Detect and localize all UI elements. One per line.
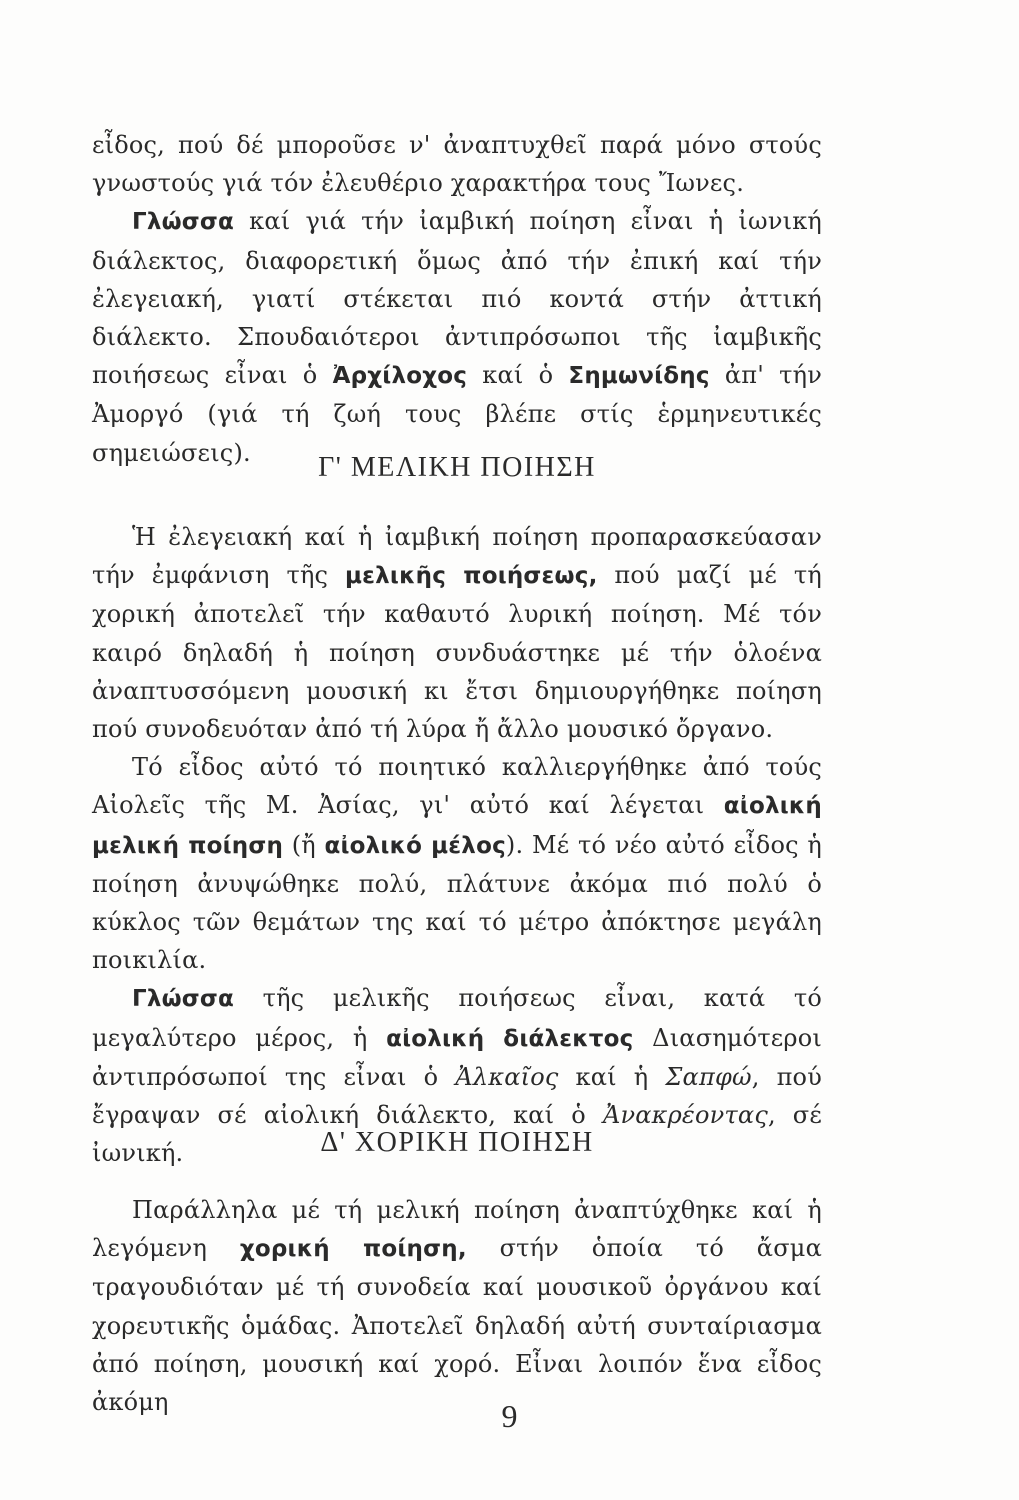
term-melikis-poiiseos: μελικῆς ποιήσεως, — [345, 563, 598, 590]
paragraph: Τό εἶδος αὐτό τό ποιητικό καλλιεργήθηκε ἀπό τούς Αἰολεῖς τῆς Μ. Ἀσίας, γι' αὐτό καί λέγεται αἰολική μελική ποίηση (ἤ αἰολικό μέλος). Μέ τό νέο αὐτό εἶδος ἡ ποίηση ἀνυψώθηκε πολύ, πλάτυνε ἀκόμα πιό πολύ ὁ κύκλος τῶν θεμάτων της καί τό μέτρο ἀπόκτησε μεγάλη ποικιλία. — [92, 753, 822, 975]
name-alkaios: Ἀλκαῖος — [455, 1062, 559, 1091]
page-number: 9 — [501, 1398, 518, 1434]
melic-section — [92, 518, 822, 1172]
paragraph: Γλώσσα τῆς μελικῆς ποιήσεως εἶναι, κατά τό μεγαλύτερο μέρος, ἡ αἰολική διάλεκτος Διασημότεροι ἀντιπρόσωποί της εἶναι ὁ Ἀλκαῖος καί ἡ Σαπφώ, πού ἔγραψαν σέ αἰολική διάλεκτο, καί ὁ Ἀνακρέοντας, σέ ἰωνική. — [92, 984, 823, 1168]
term-aioliki-dialektos: αἰολική διάλεκτος — [386, 1025, 634, 1052]
choral-section — [92, 1191, 822, 1421]
term-glossa: Γλώσσα — [132, 986, 235, 1013]
paragraph: εἶδος, πού δέ μποροῦσε ν' ἀναπτυχθεῖ παρά μόνο στούς γνωστούς γιά τόν ἐλευθέριο χαρακτήρα τους Ἴωνες. — [92, 131, 822, 198]
paragraph: Παράλληλα μέ τή μελική ποίηση ἀναπτύχθηκε καί ἡ λεγόμενη χορική ποίηση, στήν ὁποία τό ἄσμα τραγουδιόταν μέ τή συνοδεία καί μουσικοῦ ὀργάνου καί χορευτικῆς ὁμάδας. Ἀποτελεῖ δηλαδή αὐτή συνταίριασμα ἀπό ποίηση, μουσική καί χορό. Εἶναι λοιπόν ἕνα εἶδος ἀκόμη — [92, 1196, 822, 1417]
section-heading-melic: Γ' ΜΕΛΙΚΗ ΠΟΙΗΣΗ — [318, 452, 596, 483]
name-anakreon: Ἀνακρέοντας — [602, 1101, 768, 1130]
paragraph: Ἡ ἐλεγειακή καί ἡ ἰαμβική ποίηση προπαρασκεύασαν τήν ἐμφάνιση τῆς μελικῆς ποιήσεως, πού μαζί μέ τή χορική ἀποτελεῖ τήν καθαυτό λυρική ποίηση. Μέ τόν καιρό δηλαδή ἡ ποίηση συνδυάστηκε μέ τήν ὁλοένα ἀναπτυσσόμενη μουσική κι ἔτσι δημιουργήθηκε ποίηση πού συνοδευόταν ἀπό τή λύρα ἤ ἄλλο μουσικό ὄργανο. — [92, 523, 822, 744]
paragraph: Γλώσσα καί γιά τήν ἰαμβική ποίηση εἶναι ἡ ἰωνική διάλεκτος, διαφορετική ὅμως ἀπό τήν ἐπική καί τήν ἐλεγειακή, γιατί στέκεται πιό κοντά στήν ἀττική διάλεκτο. Σπουδαιότεροι ἀντιπρόσωποι τῆς ἰαμβικῆς ποιήσεως εἶναι ὁ Ἀρχίλοχος καί ὁ Σημωνίδης ἀπ' τήν Ἀμοργό (γιά τή ζωή τους βλέπε στίς ἑρμηνευτικές σημειώσεις). — [92, 207, 822, 467]
term-aioliko-melos: αἰολικό μέλος — [324, 832, 506, 859]
name-sapfo: Σαπφώ — [665, 1062, 752, 1091]
term-glossa: Γλώσσα — [132, 209, 235, 236]
term-choriki-poiisi: χορική ποίηση, — [239, 1236, 467, 1263]
term-archilochos: Ἀρχίλοχος — [332, 363, 468, 390]
term-aioliki-meliki: αἰολική μελική ποίηση — [92, 793, 822, 859]
term-simonidis: Σημωνίδης — [568, 363, 710, 390]
section-heading-choral: Δ' ΧΟΡΙΚΗ ΠΟΙΗΣΗ — [320, 1127, 594, 1158]
iambic-section — [92, 126, 822, 472]
